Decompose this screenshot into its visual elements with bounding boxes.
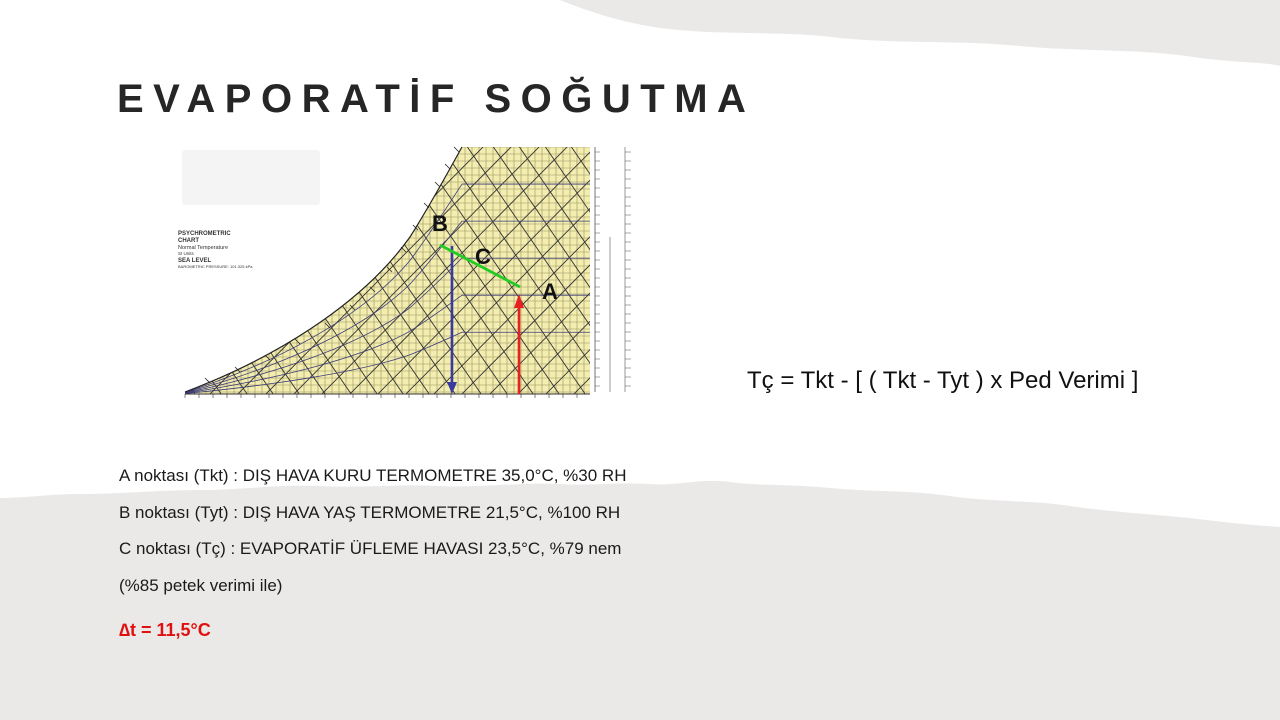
chart-logo	[182, 150, 320, 205]
slide-title: EVAPORATİF SOĞUTMA	[117, 77, 756, 121]
caption-line-6: BAROMETRIC PRESSURE: 101.325 kPa	[178, 264, 253, 269]
saturation-tick	[454, 147, 459, 152]
caption-line-3: Normal Temperature	[178, 245, 229, 251]
x-axis-ticks	[185, 394, 577, 398]
caption-line-5: SEA LEVEL	[178, 258, 212, 264]
saturation-tick	[424, 203, 429, 208]
note-point-a: A noktası (Tkt) : DIŞ HAVA KURU TERMOMETRE 35,0°C, %30 RH	[119, 466, 627, 485]
note-pad-efficiency: (%85 petek verimi ile)	[119, 575, 283, 595]
saturation-tick	[435, 182, 440, 187]
point-c-label: C	[475, 244, 491, 269]
cooling-formula: Tç = Tkt - [ ( Tkt - Tyt ) x Ped Verimi ]	[747, 367, 1139, 394]
chart-caption	[178, 231, 253, 269]
right-scale	[595, 147, 631, 392]
enthalpy-line	[620, 142, 640, 404]
delta-t-result: ∆t = 11,5°C	[119, 620, 211, 640]
caption-line-2: CHART	[178, 238, 199, 244]
caption-line-1: PSYCHROMETRIC	[178, 231, 231, 237]
saturation-tick	[205, 378, 210, 383]
point-b-label: B	[432, 211, 448, 236]
notes-list	[119, 464, 626, 610]
enthalpy-line	[594, 142, 640, 404]
caption-line-4: SI Units	[178, 251, 194, 256]
wet-bulb-line	[592, 142, 640, 404]
enthalpy-line	[170, 142, 176, 404]
point-a-label: A	[542, 279, 558, 304]
note-point-b: B noktası (Tyt) : DIŞ HAVA YAŞ TERMOMETRE 21,5°C, %100 RH	[119, 502, 621, 522]
note-point-c: C noktası (Tç) : EVAPORATİF ÜFLEME HAVASI 23,5°C, %79 nem	[119, 539, 622, 558]
psychrometric-chart-graphic	[170, 142, 640, 404]
saturation-tick	[445, 164, 450, 169]
psychrometric-chart	[170, 142, 640, 404]
